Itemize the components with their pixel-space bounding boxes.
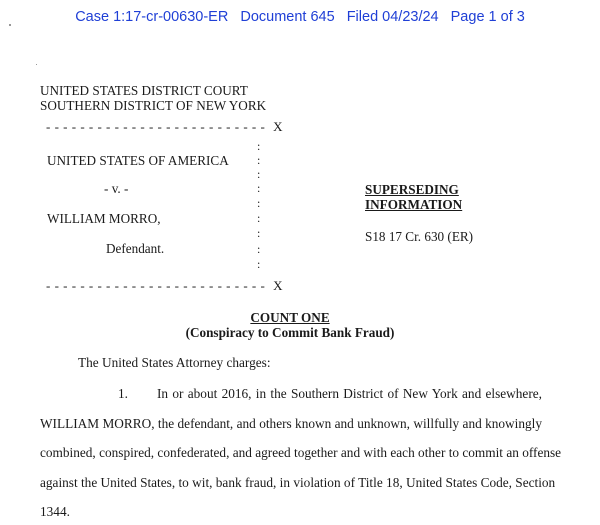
count-title: COUNT ONE [250,310,330,325]
caption-colon: : [257,211,261,225]
court-name-line1: UNITED STATES DISTRICT COURT [40,83,248,98]
defendant-label: Defendant. [106,241,165,256]
case-docket-number: S18 17 Cr. 630 (ER) [365,229,474,244]
paragraph-line: combined, conspired, confederated, and agreed together and with each other to commit an offense [40,445,562,460]
caption-colon: : [257,167,261,181]
caption-colon: : [257,196,261,210]
defendant-name: WILLIAM MORRO, [47,211,161,226]
count-subtitle: (Conspiracy to Commit Bank Fraud) [185,325,395,340]
page-count: Page 1 of 3 [450,9,525,25]
filing-header [0,9,600,25]
caption-colon: : [257,242,261,256]
caption-colon: : [257,139,261,153]
paragraph-line: 1344. [40,504,70,519]
plaintiff: UNITED STATES OF AMERICA [47,153,229,168]
doc-title-line2: INFORMATION [365,197,463,212]
scan-speck [36,64,37,65]
scan-speck [9,24,11,26]
caption-colon: : [257,257,261,271]
versus: - v. - [104,181,129,196]
caption-colon: : [257,181,261,195]
caption-separator-bottom: - - - - - - - - - - - - - - - - - - - - - - - - - - X [46,278,283,293]
paragraph-line: WILLIAM MORRO, the defendant, and others known and unknown, willfully and knowingly [40,416,542,431]
charges-intro: The United States Attorney charges: [78,355,271,370]
paragraph-line: against the United States, to wit, bank fraud, in violation of Title 18, United States Code, Section [40,475,556,490]
document-number: Document 645 [240,9,335,25]
case-number: Case 1:17-cr-00630-ER [75,9,229,25]
paragraph-number: 1. [118,386,128,401]
caption-colon: : [257,226,261,240]
caption-separator-top: - - - - - - - - - - - - - - - - - - - - - - - - - - X [46,119,283,134]
filed-date: Filed 04/23/24 [346,9,439,25]
doc-title-line1: SUPERSEDING [365,182,459,197]
paragraph-line: In or about 2016, in the Southern District of New York and elsewhere, [157,386,542,401]
court-name-line2: SOUTHERN DISTRICT OF NEW YORK [40,98,267,113]
caption-colon: : [257,153,261,167]
